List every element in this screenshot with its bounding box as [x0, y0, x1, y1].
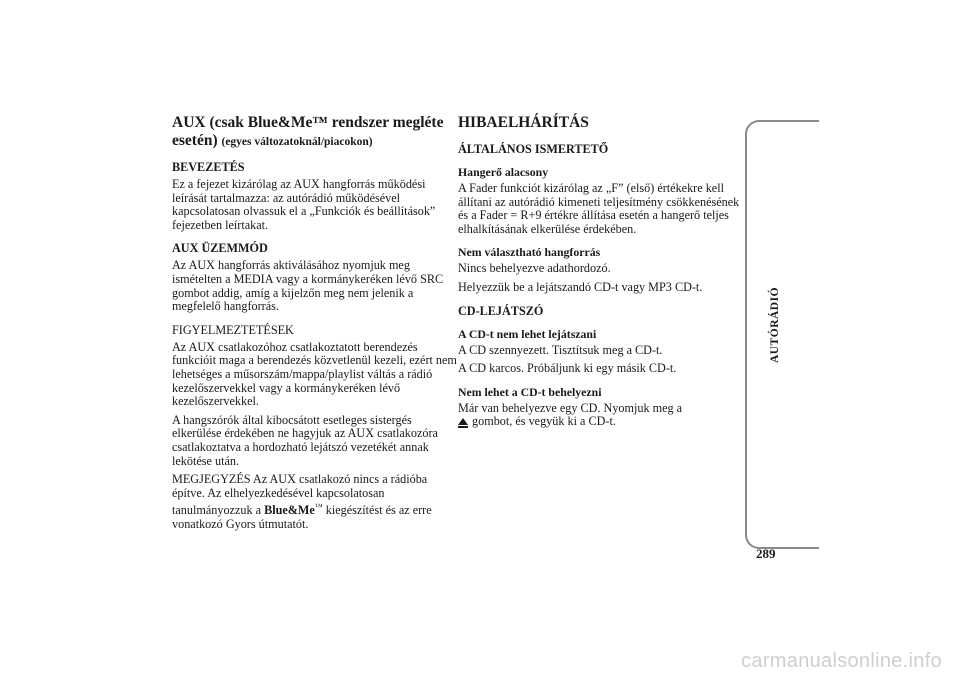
answer-cd-insert-line1: Már van behelyezve egy CD. Nyomjuk meg a	[458, 400, 683, 415]
answer-hangero: A Fader funkciót kizárólag az „F” (első) értékekre kell állítani az autórádió kimeneti teljesítmény csökkenésének és a Fader = R+9 értékre állítása esetén a hangerő teljes elhalkításának elkerülése érdekében.	[458, 181, 740, 236]
answer-hangforras-2: Helyezzük be a lejátszandó CD-t vagy MP3 CD-t.	[458, 279, 703, 294]
note-part-2: kiegészítést és az erre vonatkozó Gyors útmutatót.	[172, 503, 432, 531]
right-column	[458, 114, 748, 429]
aux-title-sub: (egyes változatoknál/piacokon)	[221, 136, 373, 148]
heading-figyelmeztetesek: FIGYELMEZTETÉSEK	[172, 322, 294, 337]
eject-icon	[458, 418, 468, 425]
text-aux-uzemmod: Az AUX hangforrás aktiválásához nyomjuk meg ismételten a MEDIA vagy a kormánykeréken lévő SRC gombot addig, amíg a kijelzőn meg nem jelenik a megfelelő hangforrás.	[172, 258, 444, 314]
text-bevezetes: Ez a fejezet kizárólag az AUX hangforrás működési leírását tartalmazza: az autórádió működésével kapcsolatosan olvassuk el a „Funkciók és beállítások” fejezetben leírtakat.	[172, 177, 436, 232]
text-warning-2: A hangszórók által kibocsátott esetleges sistergés elkerülése érdekében ne hagyjuk az AUX csatlakozóra csatlakoztatva a hordozható lejátszó vezetékét annak lekötése után.	[172, 412, 438, 468]
question-hangero: Hangerő alacsony	[458, 165, 549, 179]
answer-cd-insert-line2: gombot, és vegyük ki a CD-t.	[472, 414, 616, 429]
answer-cd-insert	[458, 402, 748, 429]
text-note	[172, 473, 457, 531]
question-cd-play: A CD-t nem lehet lejátszani	[458, 326, 597, 341]
section-title-aux	[172, 114, 457, 151]
heading-cd-lejatszo: CD-LEJÁTSZÓ	[458, 303, 544, 318]
section-title-hibaelharitas: HIBAELHÁRÍTÁS	[458, 114, 589, 131]
text-warning-1: Az AUX csatlakozóhoz csatlakoztatott berendezés funkcióit maga a berendezés közvetlenül kezeli, ezért nem lehetséges a műsorszám/mappa/playlist váltás a rádió kezelőszervekkel vagy a kormánykeréken lévő kezelőszervekkel.	[172, 339, 457, 409]
question-hangforras: Nem választható hangforrás	[458, 245, 601, 260]
watermark: carmanualsonline.info	[741, 650, 942, 672]
answer-cd-play-2: A CD karcos. Próbáljunk ki egy másik CD-t.	[458, 361, 677, 376]
page-number: 289	[756, 546, 776, 561]
heading-bevezetes: BEVEZETÉS	[172, 160, 245, 174]
answer-cd-play-1: A CD szennyezett. Tisztítsuk meg a CD-t.	[458, 342, 663, 357]
answer-hangforras-1: Nincs behelyezve adathordozó.	[458, 261, 611, 276]
heading-altalanos: ÁLTALÁNOS ISMERTETŐ	[458, 142, 609, 156]
aux-title: AUX (csak Blue&Me™ rendszer megléte esetén)	[172, 114, 444, 149]
heading-aux-uzemmod: AUX ÜZEMMÓD	[172, 241, 268, 256]
chapter-tab-label	[762, 270, 788, 380]
note-blueme: Blue&Me	[264, 503, 315, 518]
left-column	[172, 114, 457, 532]
question-cd-insert: Nem lehet a CD-t behelyezni	[458, 384, 602, 399]
note-part-1: MEGJEGYZÉS Az AUX csatlakozó nincs a rádióba építve. Az elhelyezkedésével kapcsolatosan tanulmányozzuk a	[172, 472, 428, 518]
note-tm: ™	[314, 502, 323, 512]
chapter-label-text: AUTÓRÁDIÓ	[769, 286, 781, 364]
